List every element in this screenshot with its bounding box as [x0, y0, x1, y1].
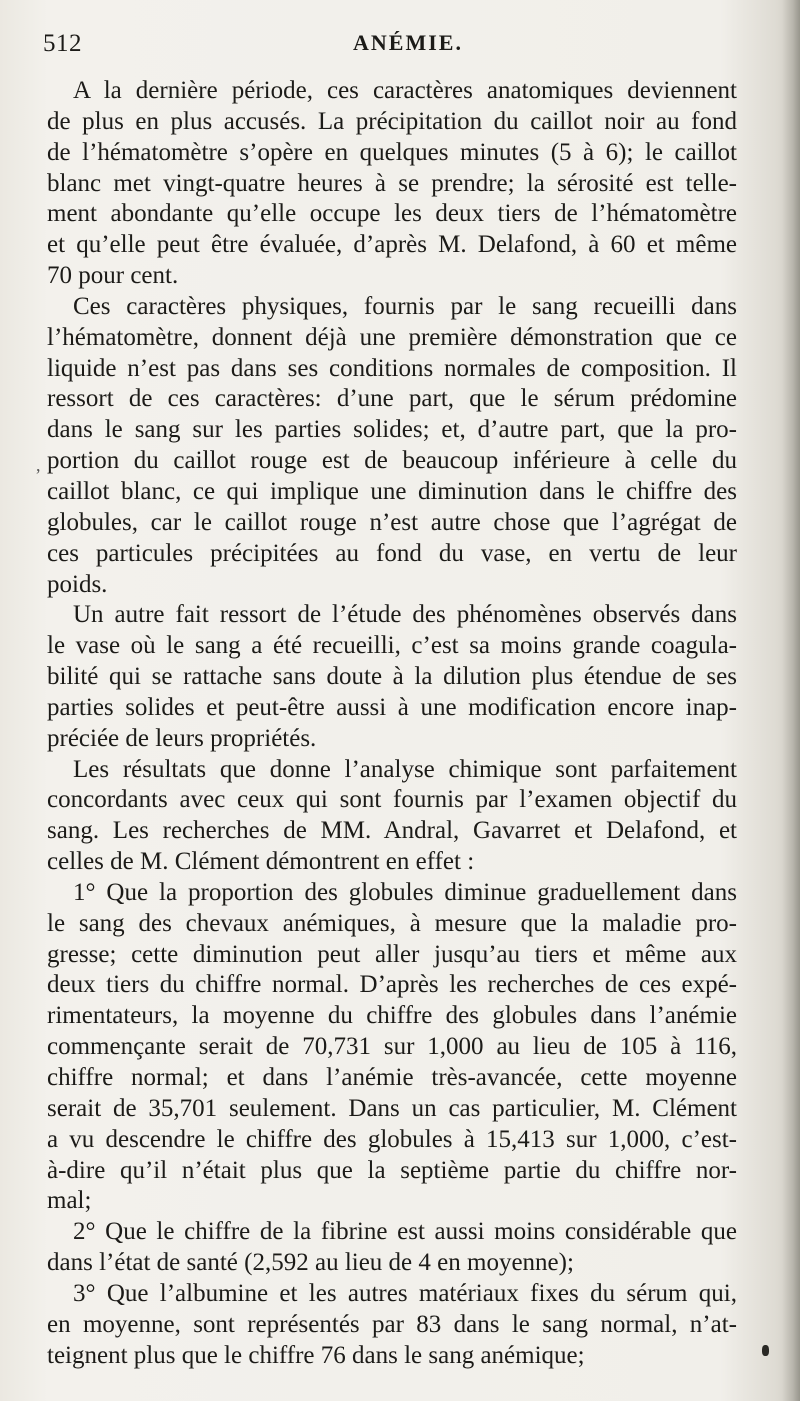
text-line: 2° Que le chiffre de la fibrine est aussi moins considérable que [73, 1218, 737, 1246]
text-line: préciée de leurs propriétés. [47, 724, 317, 752]
text-line: deux tiers du chiffre normal. D’après les recherches de ces expé- [47, 971, 737, 999]
ink-spot [762, 1345, 769, 1356]
text-line: 70 pour cent. [47, 262, 179, 290]
text-line: A la dernière période, ces caractères anatomiques deviennent [73, 77, 737, 104]
text-line: concordants avec ceux qui sont fournis par l’examen objectif du [47, 786, 737, 814]
text-line: Un autre fait ressort de l’étude des phénomènes observés dans [73, 601, 737, 629]
text-line: le vase où le sang a été recueilli, c’est sa moins grande coagula- [47, 632, 737, 660]
body-text [47, 76, 737, 1371]
text-line: dans le sang sur les parties solides; et, d’autre part, que la pro- [47, 416, 737, 444]
page-number: 512 [43, 30, 82, 57]
text-line: portion du caillot rouge est de beaucoup inférieure à celle du [47, 447, 737, 475]
text-line: 3° Que l’albumine et les autres matériaux fixes du sérum qui, [73, 1279, 737, 1307]
text-line: parties solides et peut-être aussi à une modification encore inap- [47, 693, 737, 721]
text-line: de plus en plus accusés. La précipitation du caillot noir au fond [47, 107, 737, 135]
text-line: chiffre normal; et dans l’anémie très-avancée, cette moyenne [47, 1064, 737, 1091]
text-line: bilité qui se rattache sans doute à la dilution plus étendue de ses [47, 663, 737, 691]
text-line: caillot blanc, ce qui implique une diminution dans le chiffre des [47, 477, 737, 505]
text-line: Les résultats que donne l’analyse chimique sont parfaitement [73, 755, 737, 783]
text-line: ressort de ces caractères: d’une part, que le sérum prédomine [47, 385, 737, 413]
text-line: ces particules précipitées au fond du vase, en vertu de leur [47, 539, 737, 567]
text-line: de l’hématomètre s’opère en quelques minutes (5 à 6); le caillot [47, 138, 737, 166]
text-line: poids. [47, 570, 108, 598]
text-line: liquide n’est pas dans ses conditions normales de composition. Il [47, 354, 737, 382]
text-line: globules, car le caillot rouge n’est autre chose que l’agrégat de [47, 508, 737, 536]
page-header [43, 30, 743, 64]
running-head: ANÉMIE. [353, 30, 463, 55]
text-line: a vu descendre le chiffre des globules à 15,413 sur 1,000, c’est- [47, 1125, 737, 1153]
text-line: ment abondante qu’elle occupe les deux tiers de l’hématomètre [47, 200, 737, 228]
text-line: teignent plus que le chiffre 76 dans le sang anémique; [47, 1341, 585, 1369]
text-line: commençante serait de 70,731 sur 1,000 au lieu de 105 à 116, [47, 1033, 737, 1061]
text-line: gresse; cette diminution peut aller jusqu’au tiers et même aux [47, 940, 737, 968]
text-line: celles de M. Clément démontrent en effet : [47, 848, 475, 876]
text-line: en moyenne, sont représentés par 83 dans le sang normal, n’at- [47, 1310, 737, 1338]
text-line: le sang des chevaux anémiques, à mesure que la maladie pro- [47, 909, 737, 937]
text-line: l’hématomètre, donnent déjà une première démonstration que ce [47, 323, 737, 351]
text-line: blanc met vingt-quatre heures à se prendre; la sérosité est telle- [47, 169, 737, 197]
text-line: mal; [47, 1187, 92, 1215]
margin-mark: , [36, 455, 41, 475]
text-line: à-dire qu’il n’était plus que la septième partie du chiffre nor- [47, 1156, 737, 1184]
text-line: serait de 35,701 seulement. Dans un cas particulier, M. Clément [47, 1094, 737, 1122]
text-line: dans l’état de santé (2,592 au lieu de 4 en moyenne); [47, 1249, 574, 1277]
text-line: Ces caractères physiques, fournis par le sang recueilli dans [73, 292, 737, 320]
text-line: rimentateurs, la moyenne du chiffre des globules dans l’anémie [47, 1002, 737, 1030]
text-line: et qu’elle peut être évaluée, d’après M. Delafond, à 60 et même [47, 231, 737, 259]
text-line: sang. Les recherches de MM. Andral, Gavarret et Delafond, et [47, 817, 737, 845]
page-edge-shadow [782, 0, 800, 1401]
text-line: 1° Que la proportion des globules diminue graduellement dans [73, 878, 737, 906]
